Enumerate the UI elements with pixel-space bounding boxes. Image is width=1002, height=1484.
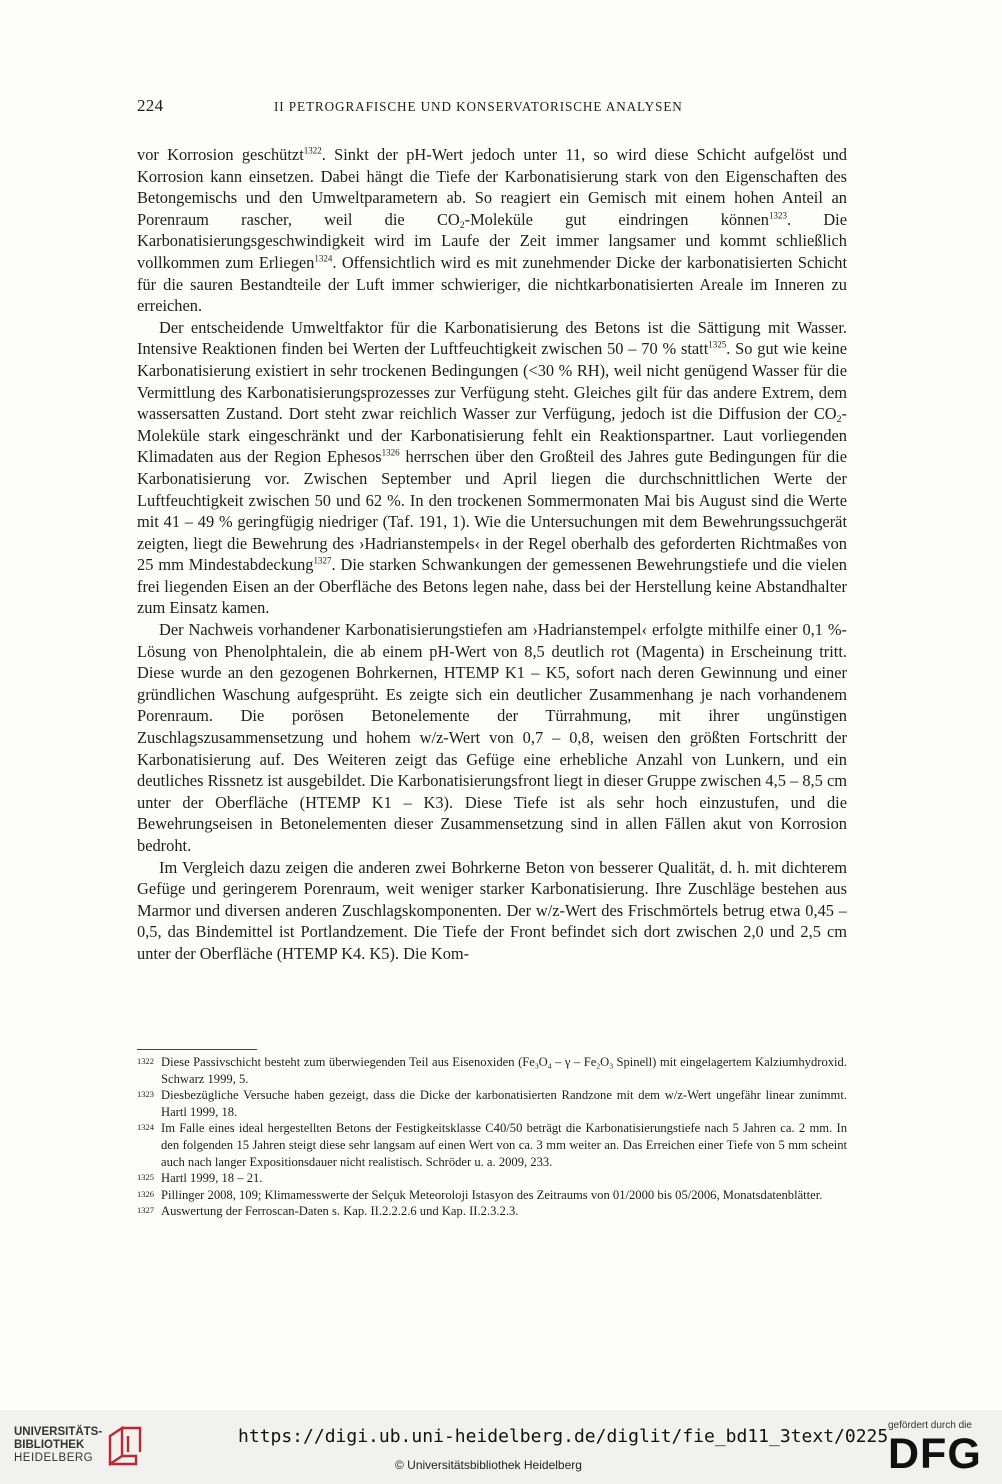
footnote-number: 1323 xyxy=(137,1089,154,1100)
footnote-text: Hartl 1999, 18 – 21. xyxy=(161,1171,263,1186)
footnote-number: 1322 xyxy=(137,1056,154,1066)
footnote-text: Pillinger 2008, 109; Klimamesswerte der Selçuk Meteoroloji Istasyon des Zeitraums von 01/2000 bis 05/2006, Monatsdatenblätter. xyxy=(161,1187,823,1202)
footnote-text: Im Falle eines ideal hergestellten Betons der Festigkeitsklasse C40/50 beträgt die Karbonatisierungstiefe nach 5 Jahren ca. 2 mm. In den folgenden 15 Jahren steigt diese sehr langsam auf einen Wert von ca. 3 mm weiter an. Das Erreichen einer Tiefe von 5 mm scheint auch nach langer Expositionsdauer nicht realistisch. Schröder u. a. 2009, 233. xyxy=(161,1121,847,1169)
footnote xyxy=(137,1187,847,1204)
running-head: II PETROGRAFISCHE UND KONSERVATORISCHE ANALYSEN xyxy=(274,99,683,114)
footnote xyxy=(137,1054,847,1087)
paragraph-1: vor Korrosion geschützt$^{1322}$. Sinkt der pH-Wert jedoch unter 11, so wird diese Schicht aufgelöst und Korrosion kann einsetzen. Dabei hängt die Tiefe der Karbonatisierung stark von den Eigenschaften des Betongemischs und den Umweltparametern ab. So reagiert ein Gemisch mit einem hohen Anteil an Porenraum rascher, weil die $CO_2$-Moleküle gut eindringen können$^{1323}$. Die Karbonatisierungsgeschwindigkeit wird im Laufe der Zeit immer langsamer und kommt schließlich vollkommen zum Erliegen$^{1324}$. Offensichtlich wird es mit zunehmender Dicke der karbonatisierten Schicht für die sauren Bestandteile der Luft immer schwieriger, die nichtkarbonatisierten Areale im Inneren zu erreichen. xyxy=(137,145,848,316)
footnote-text: Auswertung der Ferroscan-Daten s. Kap. II.2.2.2.6 und Kap. II.2.3.2.3. xyxy=(161,1204,519,1219)
footnote xyxy=(137,1170,847,1187)
footnote-number: 1324 xyxy=(137,1122,154,1133)
viewer-footer xyxy=(0,1410,1002,1484)
funding-note: gefördert durch die xyxy=(888,1420,972,1431)
body-text xyxy=(137,144,847,965)
library-logo[interactable] xyxy=(14,1422,146,1468)
footnote-ref[interactable]: 1325 xyxy=(708,339,727,350)
footnote xyxy=(137,1087,847,1120)
library-mark-icon xyxy=(106,1422,146,1468)
footnote-ref[interactable]: 1323 xyxy=(768,210,787,221)
footnote-divider xyxy=(137,1049,257,1050)
copyright-notice: © Universitätsbibliothek Heidelberg xyxy=(395,1458,582,1472)
footnote xyxy=(137,1120,847,1170)
paragraph-3: Der Nachweis vorhandener Karbonatisierungstiefen am ›Hadrianstempel‹ erfolgte mithilfe einer 0,1 %-Lösung von Phenolphtalein, die ab einem pH-Wert von 8,5 deutlich rot (Magenta) in Erscheinung tritt. Diese wurde an den gezogenen Bohrkernen, HTEMP K1 – K5, sofort nach deren Gewinnung und einer gründlichen Waschung aufgesprüht. Es zeigte sich ein deutlicher Zusammenhang je nach vorhandenem Porenraum. Die porösen Betonelemente der Türrahmung, mit ihrer ungünstigen Zuschlagszusammensetzung und hohem w/z-Wert von 0,7 – 0,8, weisen den größten Fortschritt der Karbonatisierung auf. Des Weiteren zeigt das Gefüge eine erhebliche Anzahl von Lunkern, und ein deutliches Rissnetz ist ausgebildet. Die Karbonatisierungsfront liegt in dieser Gruppe zwischen 4,5 – 8,5 cm unter der Oberfläche (HTEMP K1 – K3). Diese Tiefe ist als sehr hoch einzustufen, und die Bewehrungseisen in Betonelementen dieser Zusammensetzung sind in allen Fällen akut von Korrosion bedroht. xyxy=(137,620,847,855)
library-name: UNIVERSITÄTS- BIBLIOTHEK HEIDELBERG xyxy=(14,1425,103,1464)
paragraph-2: Der entscheidende Umweltfaktor für die Karbonatisierung des Betons ist die Sättigung mit Wasser. Intensive Reaktionen finden bei Werten der Luftfeuchtigkeit zwischen 50 – 70 % statt$^{1325}$. So gut wie keine Karbonatisierung existiert in sehr trockenen Bedingungen (<30 % RH), weil nicht genügend Wasser für die Vermittlung des Karbonatisierungsprozesses zur Verfügung steht. Gleiches gilt für das andere Extrem, dem wassersatten Zustand. Dort steht zwar reichlich Wasser zur Verfügung, jedoch ist die Diffusion der $CO_2$-Moleküle stark eingeschränkt und der Karbonatisierung fehlt ein Reaktionspartner. Laut vorliegenden Klimadaten aus der Region Ephesos$^{1326}$ herrschen über den Großteil des Jahres gute Bedingungen für die Karbonatisierung vor. Zwischen September und April liegen die durchschnittlichen Werte der Luftfeuchtigkeit zwischen 50 und 62 %. In den trockenen Sommermonaten Mai bis August sind die Werte mit 41 – 49 % geringfügig niedriger (Taf. 191, 1). Wie die Untersuchungen mit dem Bewehrungssuchgerät zeigten, liegt die Bewehrung des ›Hadrianstempels‹ in der Regel oberhalb des geforderten Richtmaßes von 25 mm Mindestabdeckung$^{1327}$. Die starken Schwankungen der gemessenen Bewehrungstiefe und die vielen frei liegenden Eisen an der Oberfläche des Betons legen nahe, dass bei der Herstellung keine Abstandhalter zum Einsatz kamen. xyxy=(137,317,848,618)
footnote-number: 1326 xyxy=(137,1188,154,1199)
source-url-link[interactable]: https://digi.ub.uni-heidelberg.de/diglit/fie_bd11_3text/0225 xyxy=(238,1426,889,1447)
footnote-text: Diesbezügliche Versuche haben gezeigt, dass die Dicke der karbonatisierten Randzone mit dem w/z-Wert ungefähr linear zunimmt. Hartl 1999, 18. xyxy=(161,1088,847,1119)
dfg-logo[interactable]: DFG xyxy=(888,1430,982,1478)
footnote-ref[interactable]: 1327 xyxy=(313,555,332,566)
funding-block xyxy=(888,1420,982,1477)
footnote-text: Diese Passivschicht besteht zum überwiegenden Teil aus Eisenoxiden ($Fe_3O_4$ – γ – $Fe_2O_3$ Spinell) mit eingelagertem Kalziumhydroxid. Schwarz 1999, 5. xyxy=(161,1055,847,1086)
page-number: 224 xyxy=(137,96,164,115)
footnote-number: 1327 xyxy=(137,1205,154,1216)
footnote-ref[interactable]: 1326 xyxy=(381,447,400,458)
footnotes xyxy=(137,1054,847,1220)
footnote-ref[interactable]: 1324 xyxy=(314,253,333,264)
footnote-ref[interactable]: 1322 xyxy=(303,145,322,156)
footnote xyxy=(137,1203,847,1220)
footnote-number: 1325 xyxy=(137,1172,154,1183)
paragraph-4: Im Vergleich dazu zeigen die anderen zwei Bohrkerne Beton von besserer Qualität, d. h. mit dichterem Gefüge und geringerem Porenraum, weit weniger starker Karbonatisierung. Ihre Zuschläge bestehen aus Marmor und diversen anderen Zuschlagskomponenten. Der w/z-Wert des Frischmörtels betrug etwa 0,45 – 0,5, das Bindemittel ist Portlandzement. Die Tiefe der Front befindet sich dort zwischen 2,0 und 2,5 cm unter der Oberfläche (HTEMP K4. K5). Die Kom- xyxy=(137,857,847,963)
